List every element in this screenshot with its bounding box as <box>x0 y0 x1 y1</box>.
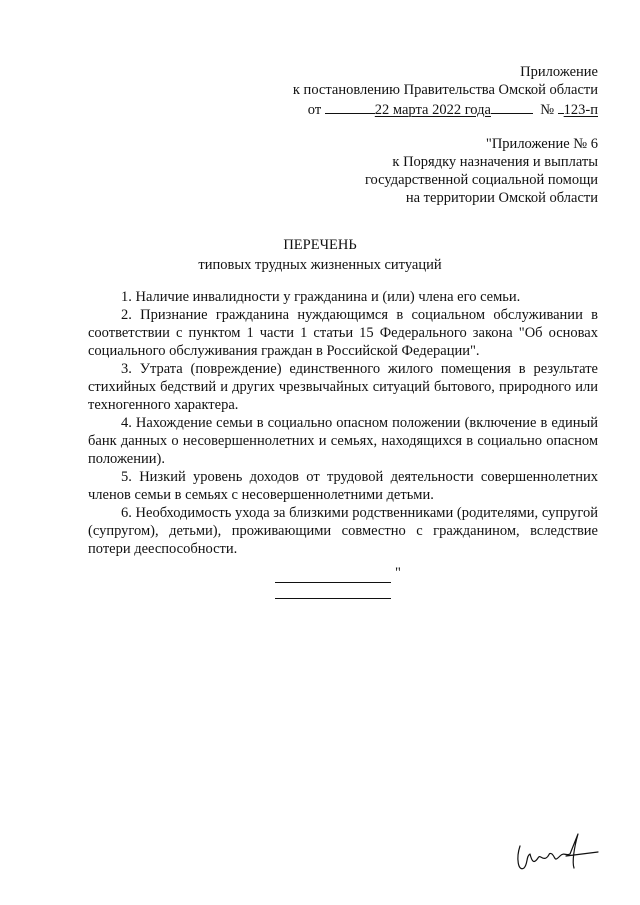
list-item: 5. Низкий уровень доходов от трудовой деятельности совершеннолетних членов семьи в семьях с несовершеннолетними детьми. <box>88 469 598 503</box>
document-subtitle: типовых трудных жизненных ситуаций <box>198 257 442 273</box>
date-blank-right <box>491 99 533 114</box>
resolution-number: 123-п <box>563 102 598 118</box>
appendix-header <box>293 63 598 119</box>
sub-appendix-line-1: "Приложение № 6 <box>485 136 598 152</box>
sub-appendix-line-3: государственной социальной помощи <box>364 172 598 188</box>
list-item: 2. Признание гражданина нуждающимся в социальном обслуживании в соответствии с пунктом 1 части 1 статьи 15 Федерального закона "Об основах социального обслуживания граждан в Российской Федерации". <box>88 307 598 359</box>
appendix-label: Приложение <box>520 64 598 80</box>
sub-appendix-line-4: на территории Омской области <box>405 190 598 206</box>
list-item: 6. Необходимость ухода за близкими родственниками (родителями, супругой (супругом), детьми), проживающими совместно с гражданином, вследствие потери дееспособности. <box>88 505 598 557</box>
closing-line-2 <box>275 598 391 599</box>
date-number-line <box>293 99 598 119</box>
handwritten-signature-icon <box>512 828 602 878</box>
closing-quote: " <box>395 565 401 581</box>
number-label: № <box>540 102 555 118</box>
from-label: от <box>307 102 322 118</box>
resolution-date: 22 марта 2022 года <box>374 102 491 118</box>
document-title: ПЕРЕЧЕНЬ <box>283 237 357 253</box>
date-blank-left <box>325 99 375 114</box>
list-item: 4. Нахождение семьи в социально опасном положении (включение в единый банк данных о несовершеннолетних и семьях, находящихся в социально опасном положении). <box>88 415 598 467</box>
list-item: 3. Утрата (повреждение) единственного жилого помещения в результате стихийных бедствий и других чрезвычайных ситуаций бытового, природного или техногенного характера. <box>88 361 598 413</box>
resolution-label: к постановлению Правительства Омской области <box>292 82 598 98</box>
sub-appendix-header <box>365 135 598 207</box>
document-body <box>88 288 598 558</box>
closing-line-1 <box>275 582 391 583</box>
sub-appendix-line-2: к Порядку назначения и выплаты <box>392 154 598 170</box>
list-item: 1. Наличие инвалидности у гражданина и (или) члена его семьи. <box>121 289 521 305</box>
